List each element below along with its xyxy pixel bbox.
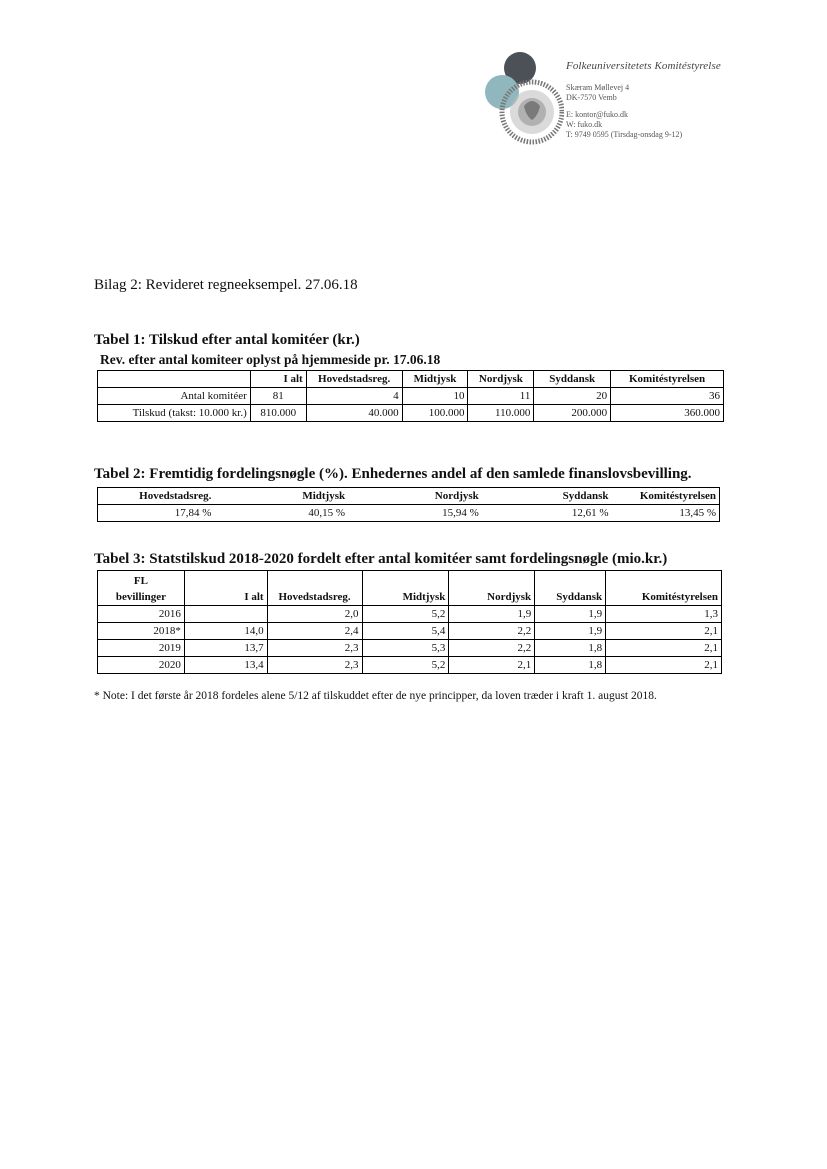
table-cell: 810.000	[250, 405, 306, 422]
table-cell: 13,7	[184, 640, 267, 657]
table3-header-cell: Hovedstadsreg.	[267, 571, 362, 606]
contact-phone: T: 9749 0595 (Tirsdag-onsdag 9-12)	[566, 130, 683, 139]
table1-header-cell: Komitéstyrelsen	[611, 371, 724, 388]
table1-header-cell: Midtjysk	[402, 371, 468, 388]
table-cell: 1,9	[535, 606, 606, 623]
table3-header-cell: I alt	[184, 571, 267, 606]
table3-title: Tabel 3: Statstilskud 2018-2020 fordelt efter antal komitéer samt fordelingsnøgle (mio.kr.)	[94, 551, 668, 567]
table-cell: 2,1	[606, 657, 722, 674]
table-row	[98, 505, 720, 522]
header-fl-line1: FL	[133, 575, 148, 587]
row-label: 2018*	[98, 623, 185, 640]
table-cell: 110.000	[468, 405, 534, 422]
table-cell: 20	[534, 388, 611, 405]
row-label: Tilskud (takst: 10.000 kr.)	[98, 405, 251, 422]
table-cell: 14,0	[184, 623, 267, 640]
table-cell: 1,3	[606, 606, 722, 623]
table2-header-cell: Komitéstyrelsen	[639, 490, 716, 502]
table-cell: 100.000	[402, 405, 468, 422]
table-cell	[184, 606, 267, 623]
table-cell: 5,2	[362, 657, 449, 674]
table-cell: 17,84 %	[174, 507, 212, 519]
table-cell: 200.000	[534, 405, 611, 422]
table-row	[98, 405, 724, 422]
table-cell: 1,8	[535, 657, 606, 674]
contact-email: E: kontor@fuko.dk	[566, 110, 629, 119]
table-cell: 2,4	[267, 623, 362, 640]
table-cell: 2,2	[449, 623, 535, 640]
table-cell: 12,61 %	[571, 507, 609, 519]
table1	[97, 370, 724, 422]
table-cell: 1,8	[535, 640, 606, 657]
row-label: 2019	[98, 640, 185, 657]
table3-header-fl	[98, 571, 185, 606]
contact-web: W: fuko.dk	[566, 120, 603, 129]
row-label: Antal komitéer	[98, 388, 251, 405]
address-city: DK-7570 Vemb	[566, 93, 617, 102]
table-cell: 2,0	[267, 606, 362, 623]
table3-header-cell: Midtjysk	[362, 571, 449, 606]
table2-header-cell: Syddansk	[562, 490, 609, 502]
table-cell: 11	[468, 388, 534, 405]
table-header-row	[98, 488, 720, 505]
table-cell: 5,3	[362, 640, 449, 657]
table-row	[98, 388, 724, 405]
table-cell: 2,3	[267, 640, 362, 657]
table-cell: 1,9	[535, 623, 606, 640]
table1-header-cell: Nordjysk	[468, 371, 534, 388]
organization-logo	[480, 50, 564, 148]
table-row	[98, 657, 722, 674]
table-cell: 5,2	[362, 606, 449, 623]
letterhead	[566, 60, 816, 140]
header-fl-line2: bevillinger	[115, 591, 166, 603]
table-cell: 4	[306, 388, 402, 405]
table-cell: 40,15 %	[308, 507, 346, 519]
table-cell: 13,45 %	[679, 507, 716, 519]
table-cell: 2,1	[449, 657, 535, 674]
table-row	[98, 640, 722, 657]
table-row	[98, 606, 722, 623]
table3-header-cell: Syddansk	[535, 571, 606, 606]
table-cell: 2,3	[267, 657, 362, 674]
table-cell: 2,1	[606, 623, 722, 640]
table-cell: 5,4	[362, 623, 449, 640]
table-cell: 360.000	[611, 405, 724, 422]
table-header-row	[98, 371, 724, 388]
organization-name: Folkeuniversitetets Komitéstyrelse	[566, 60, 721, 72]
address-street: Skæram Møllevej 4	[566, 83, 630, 92]
table1-header-cell	[98, 371, 251, 388]
table3-header-cell: Nordjysk	[449, 571, 535, 606]
table-cell: 13,4	[184, 657, 267, 674]
table3	[97, 570, 722, 674]
table-row	[98, 623, 722, 640]
table1-title: Tabel 1: Tilskud efter antal komitéer (kr.)	[94, 332, 360, 348]
table2-header-cell: Hovedstadsreg.	[139, 490, 212, 502]
table-cell: 2,1	[606, 640, 722, 657]
table-cell: 1,9	[449, 606, 535, 623]
table2-header-cell: Nordjysk	[434, 490, 479, 502]
table1-header-cell: I alt	[250, 371, 306, 388]
table1-header-cell: Syddansk	[534, 371, 611, 388]
table-cell: 15,94 %	[442, 507, 479, 519]
table-header-row	[98, 571, 722, 606]
table-cell: 36	[611, 388, 724, 405]
table1-header-cell: Hovedstadsreg.	[306, 371, 402, 388]
table-cell: 40.000	[306, 405, 402, 422]
table3-header-cell: Komitéstyrelsen	[606, 571, 722, 606]
table2-title: Tabel 2: Fremtidig fordelingsnøgle (%). Enhedernes andel af den samlede finanslovsbevilling.	[94, 466, 692, 482]
row-label: 2020	[98, 657, 185, 674]
table-cell: 2,2	[449, 640, 535, 657]
table-cell: 10	[402, 388, 468, 405]
table2-header-cell: Midtjysk	[302, 490, 346, 502]
row-label: 2016	[98, 606, 185, 623]
table-cell: 81	[250, 388, 306, 405]
footnote: * Note: I det første år 2018 fordeles alene 5/12 af tilskuddet efter de nye principper, da loven træder i kraft 1. august 2018.	[94, 690, 657, 702]
document-subtitle: Bilag 2: Revideret regneeksempel. 27.06.18	[94, 277, 358, 293]
table2	[97, 487, 720, 522]
table1-subtitle: Rev. efter antal komiteer oplyst på hjemmeside pr. 17.06.18	[100, 352, 441, 367]
